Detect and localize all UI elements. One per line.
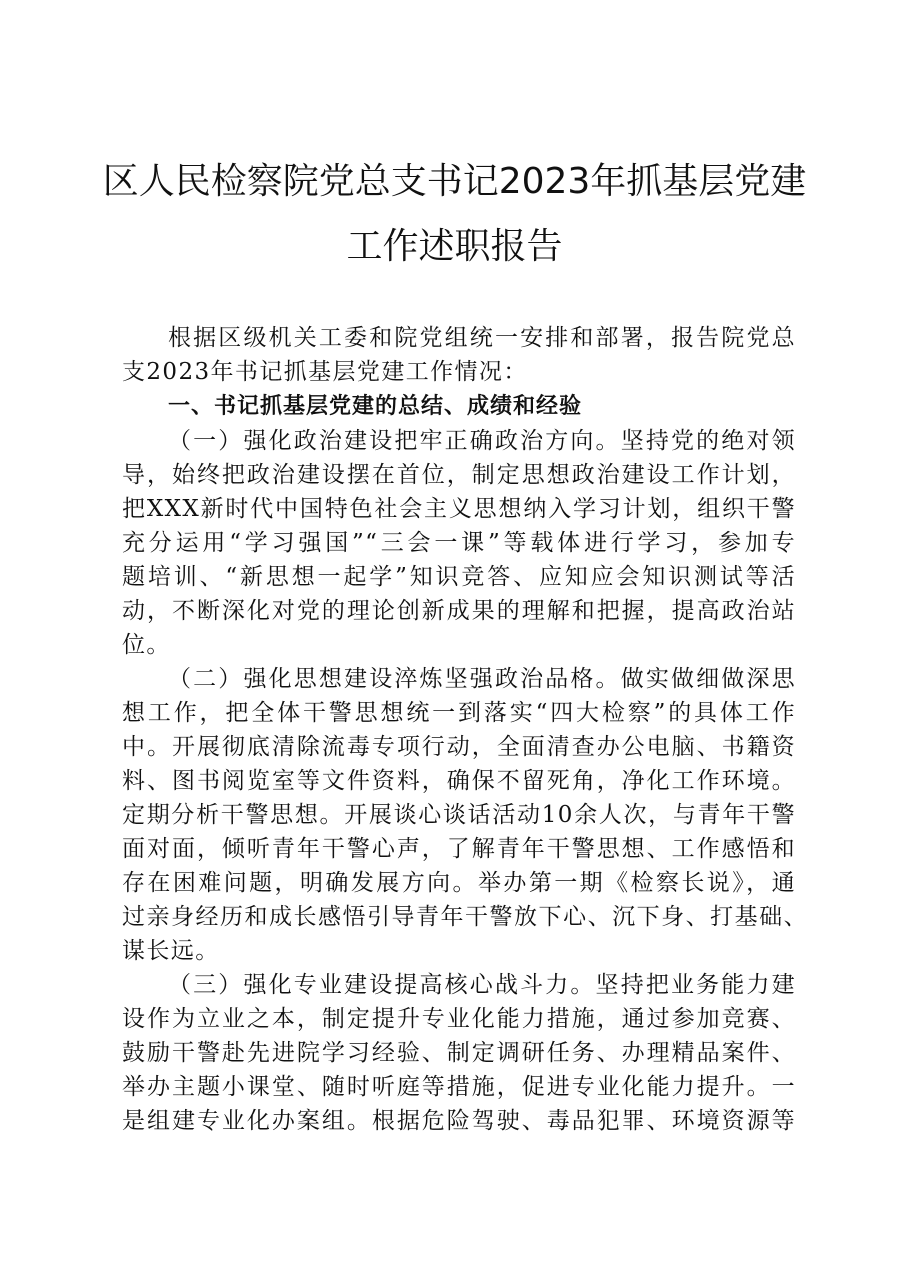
paragraph-line: 题培训、“新思想一起学”知识竞答、应知应会知识测试等活 [122, 564, 796, 590]
paragraph-line: 把XXX新时代中国特色社会主义思想纳入学习计划，组织干警 [122, 496, 796, 522]
paragraph-line: 动，不断深化对党的理论创新成果的理解和把握，提高政治站 [122, 598, 796, 624]
paragraph-line: 支2023年书记抓基层党建工作情况： [122, 359, 528, 385]
paragraph-line: 存在困难问题，明确发展方向。举办第一期《检察长说》，通 [122, 870, 796, 896]
paragraph-line: 鼓励干警赴先进院学习经验、制定调研任务、办理精品案件、 [122, 1040, 796, 1066]
paragraph-line: 料、图书阅览室等文件资料，确保不留死角，净化工作环境。 [122, 768, 796, 794]
document-title-line-1: 区人民检察院党总支书记2023年抓基层党建 [102, 161, 807, 202]
paragraph-line: 举办主题小课堂、随时听庭等措施，促进专业化能力提升。一 [122, 1074, 796, 1100]
paragraph-line: 定期分析干警思想。开展谈心谈话活动10余人次，与青年干警 [122, 802, 796, 828]
document-title-line-2: 工作述职报告 [346, 226, 563, 267]
paragraph-line: （二）强化思想建设淬炼坚强政治品格。做实做细做深思 [168, 666, 796, 692]
paragraph-line: （三）强化专业建设提高核心战斗力。坚持把业务能力建 [168, 972, 796, 998]
paragraph-line: 位。 [122, 632, 171, 658]
paragraph-line: （一）强化政治建设把牢正确政治方向。坚持党的绝对领 [168, 428, 796, 454]
paragraph-line: 中。开展彻底清除流毒专项行动，全面清查办公电脑、书籍资 [122, 734, 796, 760]
paragraph-line: 谋长远。 [122, 938, 220, 964]
paragraph-line: 根据区级机关工委和院党组统一安排和部署，报告院党总 [168, 325, 796, 351]
paragraph-line: 面对面，倾听青年干警心声，了解青年干警思想、工作感悟和 [122, 836, 796, 862]
section-heading: 一、书记抓基层党建的总结、成绩和经验 [168, 394, 583, 419]
paragraph-line: 过亲身经历和成长感悟引导青年干警放下心、沉下身、打基础、 [122, 904, 808, 930]
paragraph-line: 设作为立业之本，制定提升专业化能力措施，通过参加竞赛、 [122, 1006, 796, 1032]
paragraph-line: 导，始终把政治建设摆在首位，制定思想政治建设工作计划， [122, 462, 796, 488]
paragraph-line: 想工作，把全体干警思想统一到落实“四大检察”的具体工作 [122, 700, 796, 726]
paragraph-line: 是组建专业化办案组。根据危险驾驶、毒品犯罪、环境资源等 [122, 1108, 796, 1134]
paragraph-line: 充分运用“学习强国”“三会一课”等载体进行学习，参加专 [122, 530, 796, 556]
